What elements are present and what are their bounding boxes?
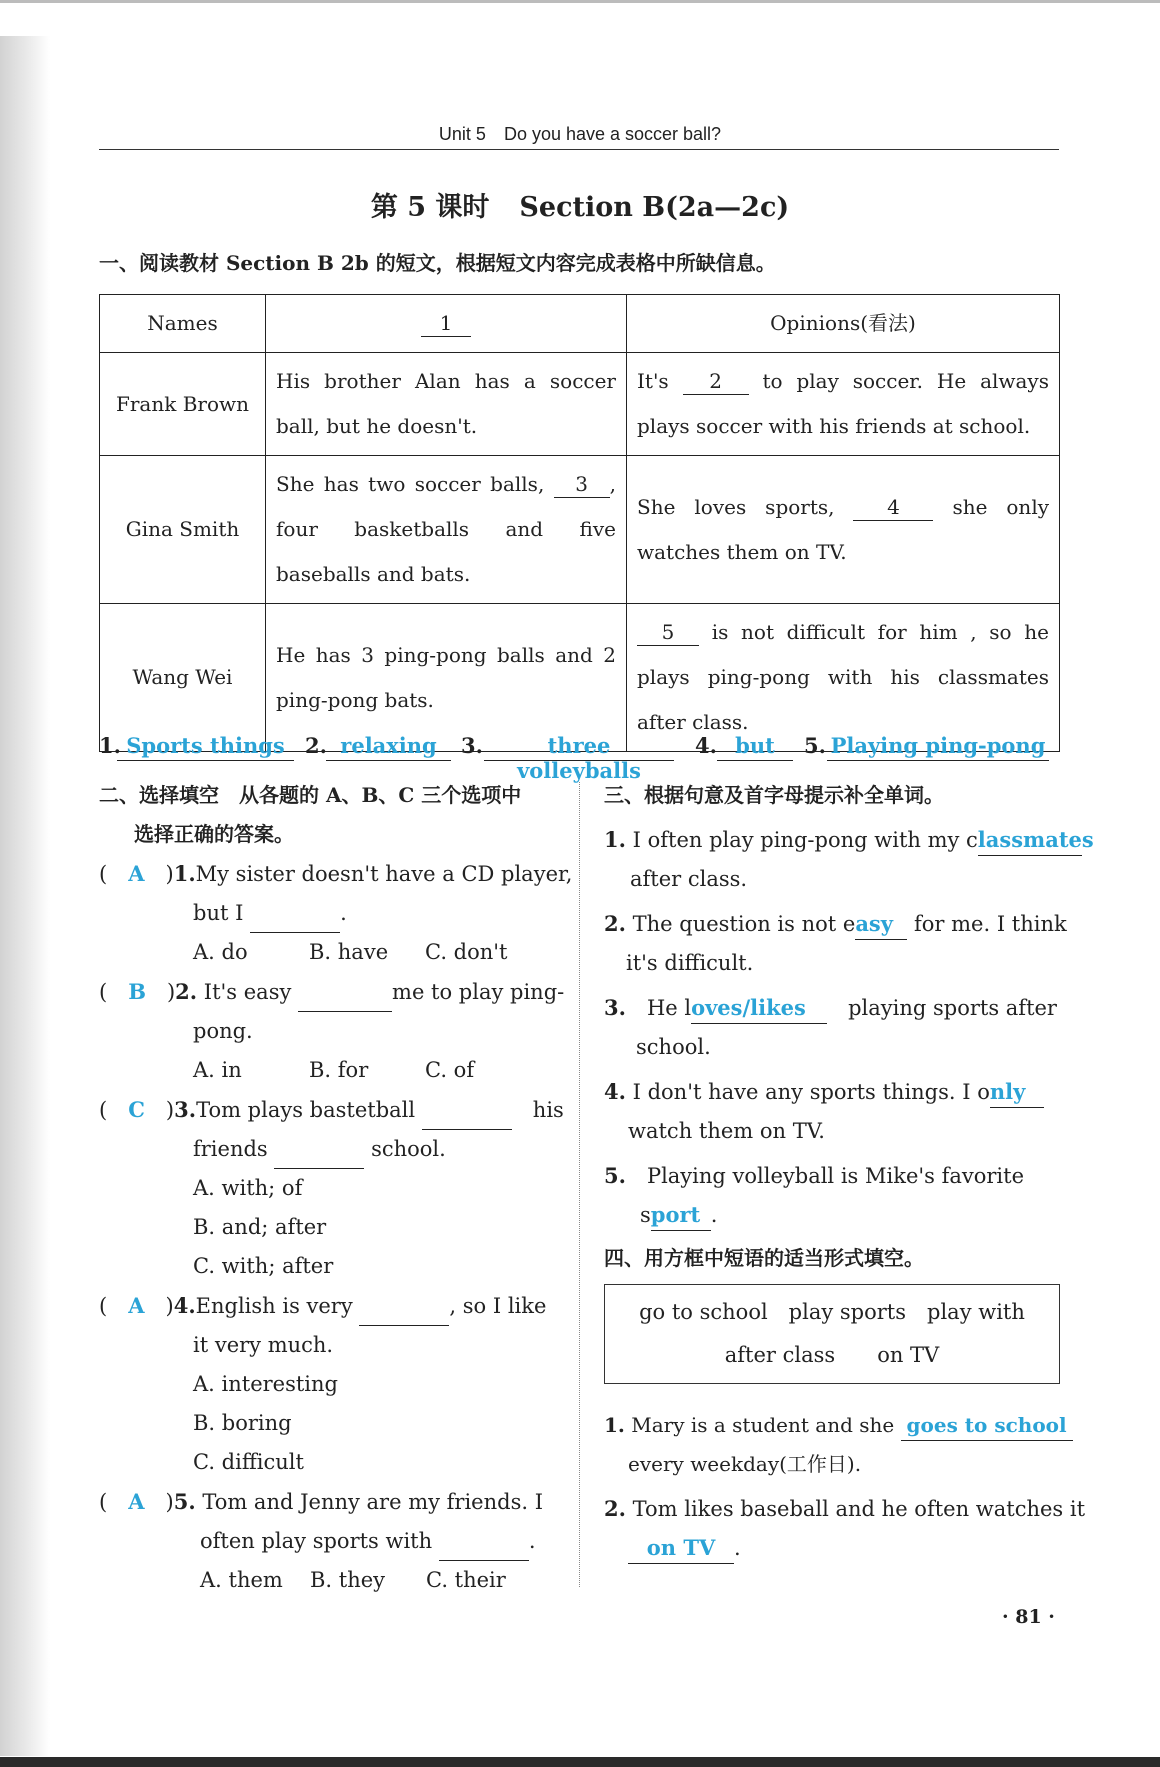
option-b: B. boring [193, 1411, 292, 1435]
option-c: C. of [425, 1058, 475, 1082]
item-text: I often play ping-pong with my c [632, 828, 978, 852]
item-text: school. [636, 1035, 711, 1059]
question-number: 1. [173, 861, 196, 886]
option-b: B. have [309, 940, 389, 964]
row-things [266, 456, 627, 604]
option-a: A. in [193, 1058, 242, 1082]
opinion-text: She loves sports, [637, 494, 835, 519]
option-c: C. don't [425, 940, 508, 964]
table-row [100, 353, 1060, 456]
option-a: A. with; of [193, 1176, 303, 1200]
choice-answer: A [128, 1489, 145, 1514]
answer-blank: on TV [628, 1533, 734, 1564]
answer-blank: asy [855, 909, 907, 940]
part4-heading: 四、用方框中短语的适当形式填空。 [604, 1246, 924, 1270]
word-item [604, 904, 1067, 944]
answer-number: 2. [305, 733, 327, 758]
option-b: B. for [309, 1058, 369, 1082]
row-opinion [627, 353, 1060, 456]
options-line [99, 1561, 559, 1600]
blank-5: 5 [637, 619, 699, 646]
choice-answer: A [128, 1293, 145, 1318]
word-item [604, 1072, 1060, 1112]
question-text: Tom plays bastetball [196, 1098, 416, 1122]
question-text: often play sports with [200, 1529, 433, 1553]
question-number: 4. [173, 1293, 196, 1318]
part3-heading: 三、根据句意及首字母提示补全单词。 [604, 783, 944, 807]
word-item [604, 1156, 1060, 1196]
question-text: me to play ping- [392, 980, 565, 1004]
phrase-box-line: go to school play sports play with [639, 1300, 1025, 1324]
part2-section [99, 776, 573, 1600]
part2-heading: 二、选择填空 从各题的 A、B、C 三个选项中 [99, 783, 522, 807]
row-opinion [627, 604, 1060, 752]
item-text: I don't have any sports things. I o [632, 1080, 990, 1104]
question-number: 2. [175, 979, 198, 1004]
question-line [99, 894, 559, 933]
things-text: , four basketballs and five baseballs and bats. [276, 472, 616, 586]
item-text: every weekday(工作日). [628, 1452, 862, 1476]
item-text: after class. [630, 867, 748, 891]
part3-section [604, 776, 1094, 1568]
page-title [0, 185, 1160, 224]
table-row [100, 456, 1060, 604]
opinion-text: to play soccer. He always plays soccer with his friends at school. [637, 369, 1049, 438]
table-row [100, 604, 1060, 752]
answer-number: 1. [99, 733, 121, 758]
option-c: C. their [426, 1568, 506, 1592]
table-header-row [100, 295, 1060, 353]
options-line [99, 1051, 559, 1090]
row-name: Wang Wei [100, 604, 266, 752]
item-number: 5. [604, 1163, 626, 1188]
question-text: friends [193, 1137, 268, 1161]
phrase-item [604, 1489, 1086, 1529]
item-text: watch them on TV. [628, 1119, 825, 1143]
word-item [604, 820, 1094, 860]
option-a: A. interesting [193, 1372, 338, 1396]
choice-answer: A [128, 861, 145, 886]
row-things: He has 3 ping-pong balls and 2 ping-pong bats. [266, 604, 627, 752]
option-a: A. do [193, 940, 248, 964]
item-number: 4. [604, 1079, 626, 1104]
answer-blank: lassmates [978, 825, 1082, 856]
answer-text: three volleyballs [484, 733, 674, 761]
choice-answer: B [128, 979, 146, 1004]
question-line: ( A )1.My sister doesn't have a CD player, [99, 861, 573, 886]
answer-blank: goes to school [901, 1410, 1073, 1441]
blank-4: 4 [853, 494, 933, 521]
question-text: , so I like [449, 1294, 547, 1318]
answer-number: 5. [804, 733, 826, 758]
header-blank-cell [266, 295, 627, 353]
question-line [99, 1130, 559, 1169]
header-opinions: Opinions(看法) [627, 295, 1060, 353]
question-text: his [532, 1098, 564, 1122]
answer-text: Playing ping-pong [827, 733, 1049, 761]
answer-text: Sports things [117, 733, 294, 761]
question-text: Tom and Jenny are my friends. I [202, 1490, 543, 1514]
option-b: B. and; after [193, 1215, 327, 1239]
question-text: school. [371, 1137, 446, 1161]
header-rule [99, 149, 1059, 150]
part1-heading: 一、阅读教材 Section B 2b 的短文，根据短文内容完成表格中所缺信息。 [99, 251, 776, 275]
options-line [99, 933, 559, 972]
phrase-item-cont [604, 1529, 1060, 1568]
blank-3: 3 [554, 471, 610, 498]
item-number: 2. [604, 1496, 626, 1521]
row-name: Gina Smith [100, 456, 266, 604]
opinion-text: is not difficult for him , so he plays ping-pong with his classmates after class. [637, 620, 1049, 734]
top-edge-line [0, 0, 1160, 3]
answer-blank: port [651, 1200, 711, 1231]
answer-number: 3. [461, 733, 483, 758]
info-table [99, 294, 1060, 752]
item-text: . [734, 1536, 741, 1560]
answer-number: 4. [695, 733, 717, 758]
phrase-box [604, 1284, 1060, 1384]
question-text: My sister doesn't have a CD player, [195, 862, 573, 886]
word-item-cont [604, 1196, 1060, 1235]
question-text: . [528, 1529, 536, 1553]
things-text: She has two soccer balls, [276, 472, 545, 496]
item-text: The question is not e [632, 912, 856, 936]
lesson-label: 第 5 课时 [370, 192, 490, 223]
page-spine-shadow [0, 36, 50, 1756]
blank-2: 2 [683, 368, 749, 395]
option-c: C. difficult [193, 1450, 304, 1474]
page-number: · 81 · [1002, 1606, 1055, 1628]
opinion-text: she only watches them on TV. [637, 494, 1050, 564]
question-line: ( C )3.Tom plays bastetball his [99, 1090, 559, 1130]
option-c: C. with; after [193, 1254, 334, 1278]
question-text: It's easy [203, 980, 292, 1004]
row-name: Frank Brown [100, 353, 266, 456]
item-number: 2. [604, 911, 626, 936]
running-header: Unit 5 Do you have a soccer ball? [438, 124, 722, 144]
answer-text: relaxing [326, 733, 451, 761]
item-text: Tom likes baseball and he often watches it [632, 1497, 1086, 1521]
question-text: English is very [195, 1294, 353, 1318]
answer-blank: oves/likes [691, 993, 827, 1024]
item-text: it's difficult. [626, 951, 754, 975]
word-item [604, 988, 1060, 1028]
phrase-item [604, 1406, 1067, 1445]
question-text: but I [193, 901, 244, 925]
blank-1: 1 [421, 310, 471, 337]
question-line: ( B )2. It's easy me to play ping- [99, 972, 559, 1012]
opinion-text: It's [637, 369, 669, 393]
choice-answer: C [128, 1097, 145, 1122]
item-text: s [640, 1203, 651, 1227]
item-text: for me. I think [914, 912, 1067, 936]
item-text: Playing volleyball is Mike's favorite [646, 1164, 1025, 1188]
phrase-box-line: after class on TV [724, 1343, 940, 1367]
row-opinion [627, 456, 1060, 604]
header-names: Names [100, 295, 266, 353]
question-line: it very much. [193, 1333, 334, 1357]
section-label: Section B(2a—2c) [519, 192, 790, 223]
column-divider [579, 782, 580, 1587]
answer-text: but [717, 733, 793, 761]
item-number: 3. [604, 995, 626, 1020]
option-a: A. them [200, 1568, 283, 1592]
question-number: 3. [174, 1097, 197, 1122]
question-line [99, 1522, 559, 1561]
option-b: B. they [310, 1568, 386, 1592]
question-line: pong. [193, 1019, 253, 1043]
question-text: . [340, 901, 347, 925]
item-text: Mary is a student and she [631, 1413, 895, 1437]
row-things: His brother Alan has a soccer ball, but he doesn't. [266, 353, 627, 456]
item-number: 1. [604, 827, 626, 852]
bottom-edge-bar [0, 1757, 1160, 1767]
item-text: He l [646, 996, 692, 1020]
part2-heading-cont: 选择正确的答案。 [134, 822, 294, 846]
item-number: 1. [604, 1413, 625, 1437]
item-text: playing sports after [848, 996, 1057, 1020]
question-line: ( A )5. Tom and Jenny are my friends. I [99, 1489, 543, 1514]
question-line: ( A )4.English is very , so I like [99, 1286, 559, 1326]
answer-blank: nly [990, 1077, 1044, 1108]
item-text: . [710, 1203, 718, 1227]
question-number: 5. [173, 1489, 196, 1514]
